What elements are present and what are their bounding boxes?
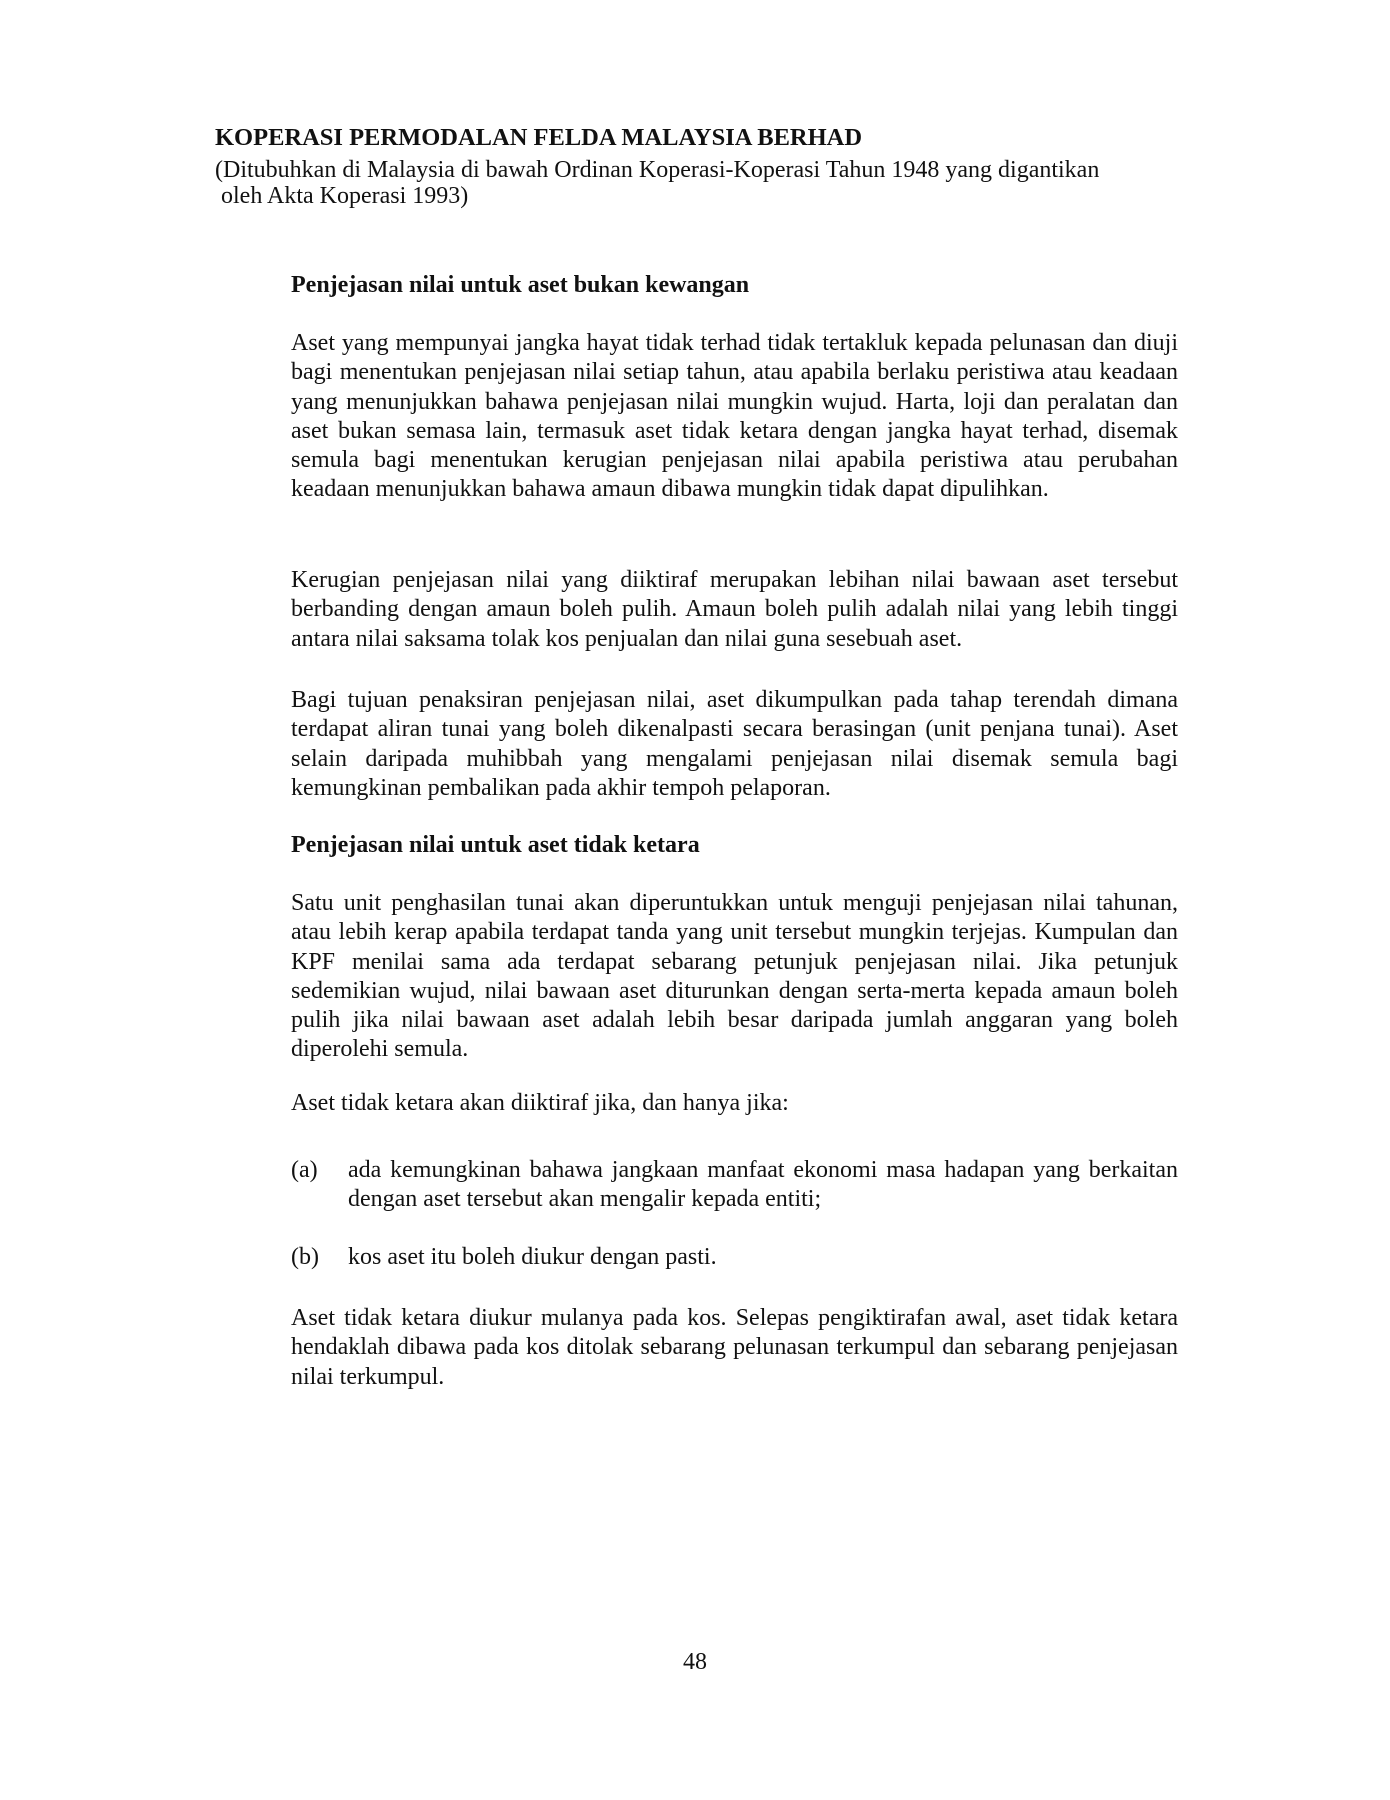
paragraph: Satu unit penghasilan tunai akan diperuntukkan untuk menguji penjejasan nilai tahunan, atau lebih kerap apabila terdapat tanda yang unit tersebut mungkin terjejas. Kumpulan dan KPF menilai sama ada terdapat sebarang petunjuk penjejasan nilai. Jika petunjuk sedemikian wujud, nilai bawaan aset diturunkan dengan serta-merta kepada amaun boleh pulih jika nilai bawaan aset adalah lebih besar daripada jumlah anggaran yang boleh diperolehi semula. [291, 890, 1178, 1063]
section-heading-intangible-impairment: Penjejasan nilai untuk aset tidak ketara [291, 832, 700, 858]
paragraph: Bagi tujuan penaksiran penjejasan nilai, aset dikumpulkan pada tahap terendah dimana terdapat aliran tunai yang boleh dikenalpasti secara berasingan (unit penjana tunai). Aset selain daripada muhibbah yang mengalami penjejasan nilai disemak semula bagi kemungkinan pembalikan pada akhir tempoh pelaporan. [291, 687, 1178, 801]
list-item-text: ada kemungkinan bahawa jangkaan manfaat ekonomi masa hadapan yang berkaitan dengan aset tersebut akan mengalir kepada entiti; [348, 1157, 1178, 1213]
paragraph: Kerugian penjejasan nilai yang diiktiraf merupakan lebihan nilai bawaan aset tersebut berbanding dengan amaun boleh pulih. Amaun boleh pulih adalah nilai yang lebih tinggi antara nilai saksama tolak kos penjualan dan nilai guna sesebuah aset. [291, 567, 1178, 652]
list-item-label: (a) [291, 1157, 318, 1183]
incorporation-note-line2: oleh Akta Koperasi 1993) [215, 183, 469, 209]
section-heading-non-financial-impairment: Penjejasan nilai untuk aset bukan kewangan [291, 272, 750, 298]
list-item-label: (b) [291, 1244, 319, 1270]
incorporation-note-line1: (Ditubuhkan di Malaysia di bawah Ordinan Koperasi-Koperasi Tahun 1948 yang digantikan [215, 157, 1100, 183]
organization-title: KOPERASI PERMODALAN FELDA MALAYSIA BERHAD [215, 124, 863, 151]
paragraph: Aset tidak ketara diukur mulanya pada kos. Selepas pengiktirafan awal, aset tidak ketara hendaklah dibawa pada kos ditolak sebarang pelunasan terkumpul dan sebarang penjejasan nilai terkumpul. [291, 1305, 1178, 1390]
list-item-text: kos aset itu boleh diukur dengan pasti. [348, 1244, 717, 1270]
paragraph: Aset yang mempunyai jangka hayat tidak terhad tidak tertakluk kepada pelunasan dan diuji bagi menentukan penjejasan nilai setiap tahun, atau apabila berlaku peristiwa atau keadaan yang menunjukkan bahawa penjejasan nilai mungkin wujud. Harta, loji dan peralatan dan aset bukan semasa lain, termasuk aset tidak ketara dengan jangka hayat terhad, disemak semula bagi menentukan kerugian penjejasan nilai apabila peristiwa atau perubahan keadaan menunjukkan bahawa amaun dibawa mungkin tidak dapat dipulihkan. [291, 330, 1178, 503]
paragraph: Aset tidak ketara akan diiktiraf jika, dan hanya jika: [291, 1090, 789, 1116]
page-number: 48 [683, 1649, 707, 1675]
